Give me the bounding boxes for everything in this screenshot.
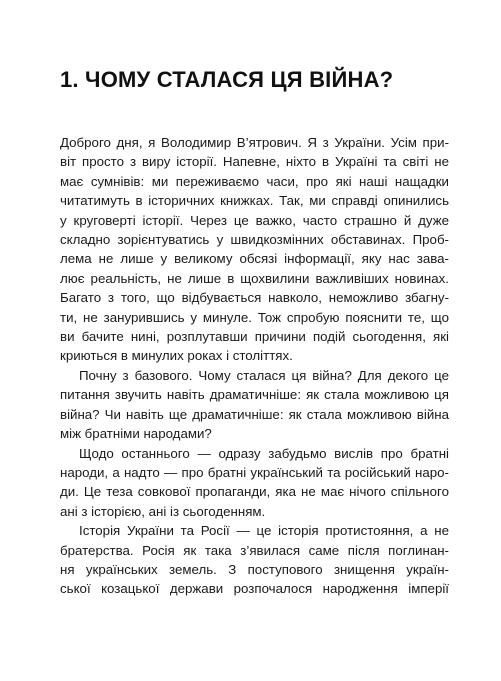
text-line: складно зорієнтуватись у швидкозмінних обставинах. Проб- xyxy=(60,232,449,248)
text-line: віт просто з виру історії. Напевне, ніхто в Україні та світі не xyxy=(60,154,449,170)
paragraph-2 xyxy=(60,366,449,444)
text-line: ня українських земель. З поступового знищення україн- xyxy=(60,561,449,577)
chapter-title: 1. ЧОМУ СТАЛАСЯ ЦЯ ВІЙНА? xyxy=(60,67,394,92)
text-line: лює реальність, не лише в щохвилини важливіших новинах. xyxy=(60,270,449,286)
text-line: війна? Чи навіть ще драматичніше: як стала можливою війна xyxy=(60,406,449,422)
paragraph-3 xyxy=(60,444,449,522)
text-line: ані з історією, ані із сьогоденням. xyxy=(60,503,266,519)
text-line: ської козацької держави розпочалося народження імперії xyxy=(60,581,449,597)
text-line: братерства. Росія як така з’явилася саме після поглинан- xyxy=(60,542,449,558)
text-line: народи, а надто — про братні український та російський наро- xyxy=(60,464,449,480)
paragraph-1 xyxy=(60,133,449,366)
text-line: Почну з базового. Чому сталася ця війна? Для декого це xyxy=(79,367,449,383)
text-line: має сумнівів: ми переживаємо часи, про які наші нащадки xyxy=(60,173,449,189)
text-line: Багато з того, що відбувається навколо, неможливо збагну- xyxy=(60,290,449,306)
text-line: ти, не занурившись у минуле. Тож спробую пояснити те, що xyxy=(60,309,449,325)
text-line: Доброго дня, я Володимир В’ятрович. Я з України. Усім при- xyxy=(60,135,449,150)
paragraph-4 xyxy=(60,521,449,599)
text-line: читатимуть в історичних книжках. Так, ми справді опинились xyxy=(60,193,449,209)
text-line: Щодо останнього — одразу забудьмо вислів про братні xyxy=(79,445,449,461)
text-line: Історія України та Росії — це історія протистояння, а не xyxy=(79,523,449,539)
text-line: ди. Це теза совкової пропаганди, яка не має нічого спільного xyxy=(60,484,449,500)
body-text xyxy=(60,133,449,599)
text-line: криються в минулих роках і століттях. xyxy=(60,348,293,364)
text-line: лема не лише у великому обсязі інформації, яку нас зава- xyxy=(60,251,449,267)
text-line: у круговерті історії. Через це важко, часто страшно й дуже xyxy=(60,212,449,228)
text-line: ви бачите нині, розплутавши причини подій сьогодення, які xyxy=(60,329,449,345)
text-line: між братніми народами? xyxy=(60,426,212,442)
text-line: питання звучить навіть драматичніше: як стала можливою ця xyxy=(60,387,449,403)
